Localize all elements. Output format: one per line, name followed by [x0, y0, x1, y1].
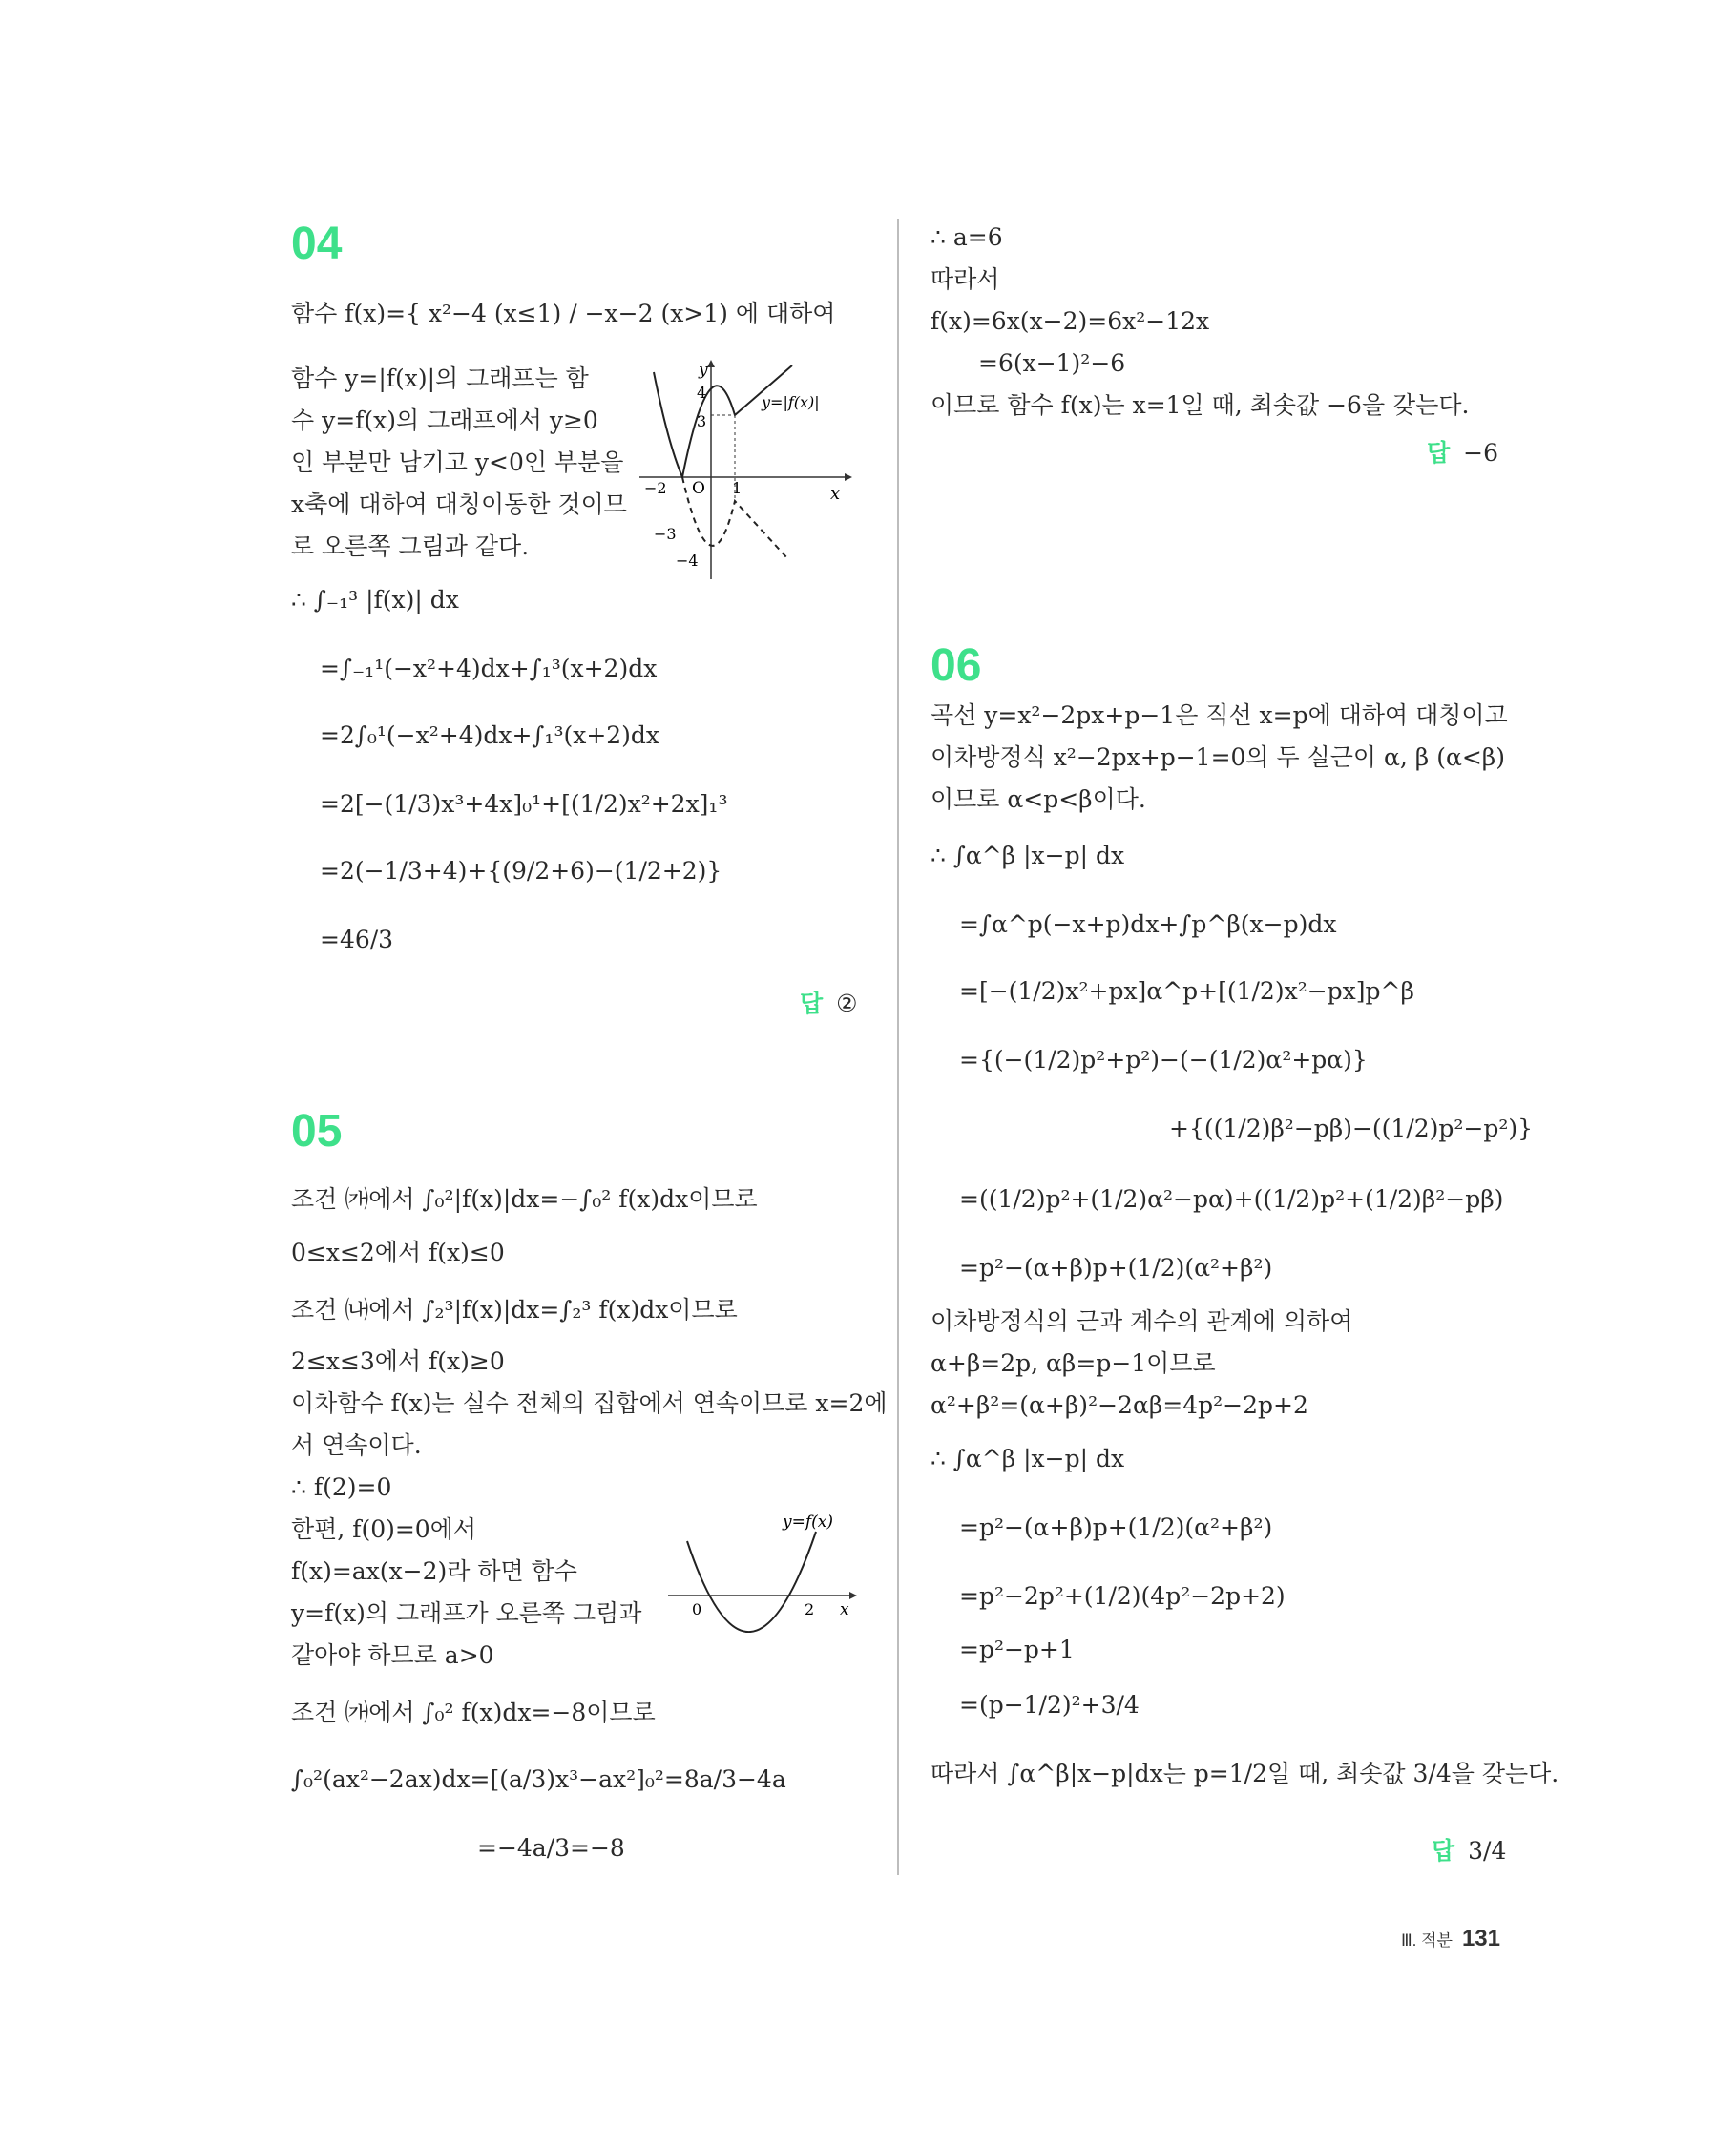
page-footer	[1401, 1926, 1500, 1952]
p06-line-0: 곡선 y=x²−2px+p−1은 직선 x=p에 대하여 대칭이고	[931, 701, 1508, 729]
tick-neg3: −3	[654, 525, 677, 543]
p05-graph	[663, 1508, 864, 1660]
answer-value: ②	[836, 990, 858, 1017]
answer-value: 3/4	[1468, 1837, 1507, 1865]
p06-line-1: 이차방정식 x²−2px+p−1=0의 두 실근이 α, β (α<β)	[931, 743, 1505, 771]
parabola	[687, 1532, 816, 1632]
tick-neg4: −4	[676, 552, 699, 570]
answer-tag: 답	[1427, 440, 1451, 467]
p06-line-5: =[−(1/2)x²+px]α^p+[(1/2)x²−px]p^β	[959, 977, 1414, 1005]
p04-line-2: 수 y=f(x)의 그래프에서 y≥0	[291, 407, 598, 434]
p05-line-0: 조건 ㈎에서 ∫₀²|f(x)|dx=−∫₀² f(x)dx이므로	[291, 1185, 758, 1213]
p05-answer	[1427, 434, 1498, 469]
p06-line-2: 이므로 α<p<β이다.	[931, 785, 1146, 813]
p04-line-8: =2∫₀¹(−x²+4)dx+∫₁³(x+2)dx	[320, 721, 660, 749]
p05-line-9: y=f(x)의 그래프가 오른쪽 그림과	[291, 1599, 642, 1627]
column-divider	[897, 219, 899, 1875]
p05c-line-4: 이므로 함수 f(x)는 x=1일 때, 최솟값 −6을 갖는다.	[931, 391, 1470, 419]
p05c-line-2: f(x)=6x(x−2)=6x²−12x	[931, 307, 1210, 335]
tick-2: 2	[805, 1600, 815, 1618]
origin-label: O	[692, 479, 705, 498]
p04-line-6: ∴ ∫₋₁³ |f(x)| dx	[291, 586, 459, 614]
problem-number-05: 05	[291, 1106, 343, 1157]
p06-line-16: =p²−p+1	[959, 1636, 1075, 1663]
p05-line-4: 이차함수 f(x)는 실수 전체의 집합에서 연속이므로 x=2에	[291, 1389, 888, 1417]
p04-line-1: 함수 y=|f(x)|의 그래프는 함	[291, 365, 589, 392]
problem-number-06: 06	[931, 640, 982, 691]
p06-line-4: =∫α^p(−x+p)dx+∫p^β(x−p)dx	[959, 910, 1337, 938]
p06-line-14: =p²−(α+β)p+(1/2)(α²+β²)	[959, 1513, 1273, 1541]
p04-line-5: 로 오른쪽 그림과 같다.	[291, 532, 530, 560]
p06-line-3: ∴ ∫α^β |x−p| dx	[931, 842, 1125, 869]
p04-answer	[800, 985, 858, 1019]
p05-line-3: 2≤x≤3에서 f(x)≥0	[291, 1347, 505, 1375]
p05-line-2: 조건 ㈏에서 ∫₂³|f(x)|dx=∫₂³ f(x)dx이므로	[291, 1296, 738, 1324]
p06-answer	[1432, 1832, 1506, 1867]
answer-tag: 답	[1432, 1838, 1455, 1865]
x-axis-label: x	[830, 484, 841, 504]
x-axis-arrow	[849, 1592, 857, 1599]
curve-label: y=|f(x)|	[762, 393, 820, 411]
p05-line-8: f(x)=ax(x−2)라 하면 함수	[291, 1557, 577, 1585]
p05c-line-0: ∴ a=6	[931, 223, 1003, 251]
p04-line-10: =2(−1/3+4)+{(9/2+6)−(1/2+2)}	[320, 857, 722, 885]
p06-line-15: =p²−2p²+(1/2)(4p²−2p+2)	[959, 1582, 1286, 1610]
p06-line-8: =((1/2)p²+(1/2)α²−pα)+((1/2)p²+(1/2)β²−pβ)	[959, 1185, 1504, 1213]
p06-line-7: +{((1/2)β²−pβ)−((1/2)p²−p²)}	[1169, 1115, 1534, 1142]
p06-line-10: 이차방정식의 근과 계수의 관계에 의하여	[931, 1307, 1353, 1335]
p05-line-12: ∫₀²(ax²−2ax)dx=[(a/3)x³−ax²]₀²=8a/3−4a	[291, 1765, 786, 1793]
tick-1: 1	[732, 479, 743, 497]
x-axis-arrow	[845, 473, 852, 481]
p05c-line-3: =6(x−1)²−6	[978, 349, 1126, 377]
p04-line-9: =2[−(1/3)x³+4x]₀¹+[(1/2)x²+2x]₁³	[320, 790, 728, 818]
p04-line-3: 인 부분만 남기고 y<0인 부분을	[291, 449, 624, 476]
p04-line-0: 함수 f(x)={ x²−4 (x≤1) / −x−2 (x>1) 에 대하여	[291, 300, 836, 327]
p05c-line-1: 따라서	[931, 265, 1000, 293]
p05-line-5: 서 연속이다.	[291, 1431, 422, 1459]
p06-line-6: ={(−(1/2)p²+p²)−(−(1/2)α²+pα)}	[959, 1046, 1368, 1074]
p05-line-7: 한편, f(0)=0에서	[291, 1515, 477, 1543]
page-number: 131	[1461, 1926, 1500, 1951]
p06-line-11: α+β=2p, αβ=p−1이므로	[931, 1349, 1216, 1377]
p06-line-18: 따라서 ∫α^β|x−p|dx는 p=1/2일 때, 최솟값 3/4을 갖는다.	[931, 1760, 1559, 1787]
curve-label: y=f(x)	[783, 1513, 833, 1532]
tick-3: 3	[697, 412, 707, 430]
p06-line-17: =(p−1/2)²+3/4	[959, 1691, 1140, 1719]
p06-line-13: ∴ ∫α^β |x−p| dx	[931, 1445, 1125, 1472]
p04-graph	[639, 358, 868, 587]
p04-line-4: x축에 대하여 대칭이동한 것이므	[291, 490, 627, 518]
p04-line-11: =46/3	[320, 926, 394, 953]
p05-line-11: 조건 ㈎에서 ∫₀² f(x)dx=−8이므로	[291, 1699, 656, 1726]
p05-line-13: =−4a/3=−8	[477, 1834, 625, 1862]
p05-line-1: 0≤x≤2에서 f(x)≤0	[291, 1239, 505, 1266]
p06-line-12: α²+β²=(α+β)²−2αβ=4p²−2p+2	[931, 1391, 1308, 1419]
tick-neg2: −2	[644, 479, 667, 497]
tick-0: 0	[692, 1600, 702, 1618]
p05-line-10: 같아야 하므로 a>0	[291, 1641, 494, 1669]
abs-curve	[654, 365, 792, 477]
answer-value: −6	[1463, 439, 1499, 467]
p05-line-6: ∴ f(2)=0	[291, 1473, 392, 1501]
y-axis-arrow	[707, 360, 715, 367]
x-axis-label: x	[840, 1600, 849, 1619]
problem-number-04: 04	[291, 219, 343, 269]
p06-line-9: =p²−(α+β)p+(1/2)(α²+β²)	[959, 1254, 1273, 1282]
chapter-label: Ⅲ. 적분	[1400, 1931, 1453, 1950]
answer-tag: 답	[800, 991, 824, 1017]
y-axis-label: y	[699, 361, 708, 380]
tick-4: 4	[697, 384, 707, 402]
p04-line-7: =∫₋₁¹(−x²+4)dx+∫₁³(x+2)dx	[320, 655, 658, 682]
